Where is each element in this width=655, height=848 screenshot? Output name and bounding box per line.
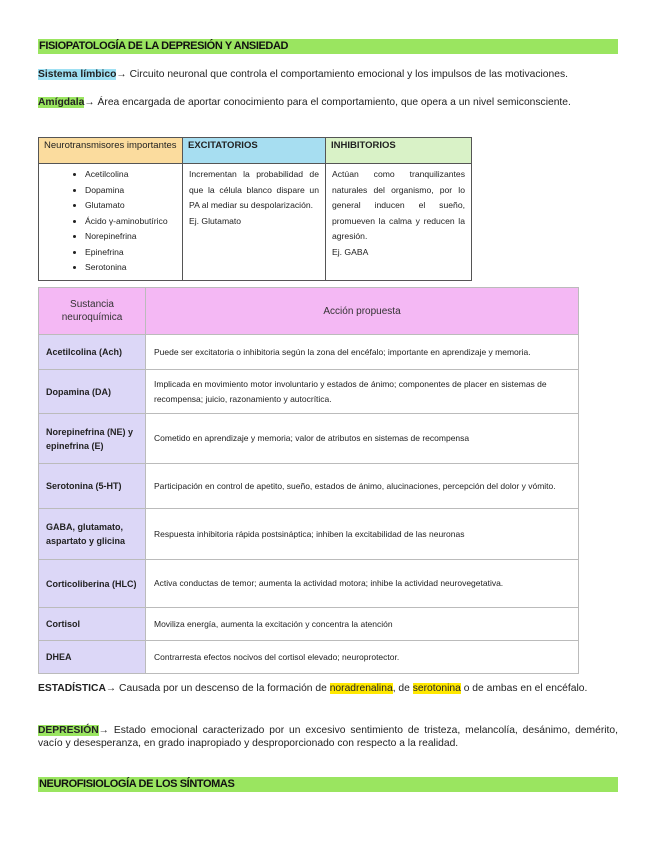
substance-action: Implicada en movimiento motor involuntario y estados de ánimo; componentes de placer en sistemas de recompensa; juicio, razonamiento y autocrítica. <box>146 370 579 414</box>
highlight-noradrenalina: noradrenalina <box>329 683 393 694</box>
substance-name: Serotonina (5-HT) <box>39 464 146 509</box>
excitatorios-text: Incrementan la probabilidad de que la célula blanco dispare un PA al mediar su despolarización. <box>189 169 319 210</box>
arrow-glyph: → <box>116 69 127 80</box>
substance-action: Contrarresta efectos nocivos del cortisol elevado; neuroprotector. <box>146 641 579 674</box>
neurotransmitter-list-cell <box>39 164 183 281</box>
excitatorios-example: Ej. Glutamato <box>189 215 242 226</box>
header-sustancia: Sustancia neuroquímica <box>39 288 146 335</box>
amigdala-label: Amígdala <box>38 97 85 108</box>
depresion-paragraph <box>38 724 618 750</box>
substance-name: Cortisol <box>39 608 146 641</box>
table-row <box>39 509 579 560</box>
table-row <box>39 560 579 608</box>
table-row <box>39 335 579 370</box>
inhibitorios-text: Actúan como tranquilizantes naturales del organismo, por lo general inducen el sueño, promueven la calma y reducen la agresión. <box>332 169 465 241</box>
header-inhibitorios: INHIBITORIOS <box>326 138 472 164</box>
neurochemical-substances-table <box>38 287 579 674</box>
substance-name: Dopamina (DA) <box>39 370 146 414</box>
header-excitatorios: EXCITATORIOS <box>183 138 326 164</box>
table-row <box>39 464 579 509</box>
estadistica-paragraph <box>38 682 618 695</box>
list-item: • Norepinefrina <box>85 229 176 245</box>
list-item: • Glutamato <box>85 198 176 214</box>
arrow-glyph: → <box>105 683 117 694</box>
table-row <box>39 641 579 674</box>
depresion-text: Estado emocional caracterizado por un excesivo sentimiento de tristeza, melancolía, desánimo, demérito, vacío y desesperanza, en grado inapropiado y desproporcionado con respecto a la realidad. <box>38 725 618 749</box>
depresion-label: DEPRESIÓN <box>38 725 99 736</box>
inhibitorios-cell <box>326 164 472 281</box>
arrow-glyph: → <box>98 725 109 736</box>
page-title: FISIOPATOLOGÍA DE LA DEPRESIÓN Y ANSIEDAD <box>38 39 618 54</box>
substance-name: GABA, glutamato, aspartato y glicina <box>39 509 146 560</box>
table-row <box>39 414 579 464</box>
substance-action: Participación en control de apetito, sueño, estados de ánimo, alucinaciones, percepción del dolor y vómito. <box>146 464 579 509</box>
table-row <box>39 370 579 414</box>
neurotransmitter-list <box>45 167 176 276</box>
excitatorios-cell <box>183 164 326 281</box>
substance-action: Respuesta inhibitoria rápida postsináptica; inhiben la excitabilidad de las neuronas <box>146 509 579 560</box>
list-item: • Epinefrina <box>85 245 176 261</box>
estadistica-text-2: , de <box>392 683 413 694</box>
inhibitorios-example: Ej. GABA <box>332 246 369 257</box>
list-item: • Dopamina <box>85 183 176 199</box>
estadistica-label: ESTADÍSTICA <box>38 683 106 694</box>
list-item: • Serotonina <box>85 260 176 276</box>
list-item: • Ácido γ-aminobutírico <box>85 214 176 230</box>
substance-action: Puede ser excitatoria o inhibitoria según la zona del encéfalo; importante en aprendizaje y memoria. <box>146 335 579 370</box>
amigdala-text: Área encargada de aportar conocimiento para el comportamiento, que opera a un nivel semiconsciente. <box>94 97 571 108</box>
substance-name: Corticoliberina (HLC) <box>39 560 146 608</box>
sistema-limbico-label: Sistema límbico <box>38 69 117 80</box>
estadistica-text-1: Causada por un descenso de la formación de <box>116 683 330 694</box>
header-accion: Acción propuesta <box>146 288 579 335</box>
amigdala-paragraph <box>38 96 618 109</box>
substance-action: Cometido en aprendizaje y memoria; valor de atributos en sistemas de recompensa <box>146 414 579 464</box>
list-item: • Acetilcolina <box>85 167 176 183</box>
substance-name: DHEA <box>39 641 146 674</box>
arrow-glyph: → <box>84 97 95 108</box>
substance-name: Acetilcolina (Ach) <box>39 335 146 370</box>
neurotransmitters-table <box>38 137 472 281</box>
header-neurotransmisores: Neurotransmisores importantes <box>39 138 183 164</box>
estadistica-text-3: o de ambas en el encéfalo. <box>460 683 588 694</box>
table-row <box>39 608 579 641</box>
substance-action: Activa conductas de temor; aumenta la actividad motora; inhibe la actividad neurovegetativa. <box>146 560 579 608</box>
highlight-serotonina: serotonina <box>412 683 461 694</box>
sistema-limbico-paragraph <box>38 68 618 81</box>
section-heading-neurofisiologia: NEUROFISIOLOGÍA DE LOS SÍNTOMAS <box>38 777 618 792</box>
sistema-limbico-text: Circuito neuronal que controla el comportamiento emocional y los impulsos de las motivaciones. <box>126 69 568 80</box>
substance-action: Moviliza energía, aumenta la excitación y concentra la atención <box>146 608 579 641</box>
substance-name: Norepinefrina (NE) y epinefrina (E) <box>39 414 146 464</box>
